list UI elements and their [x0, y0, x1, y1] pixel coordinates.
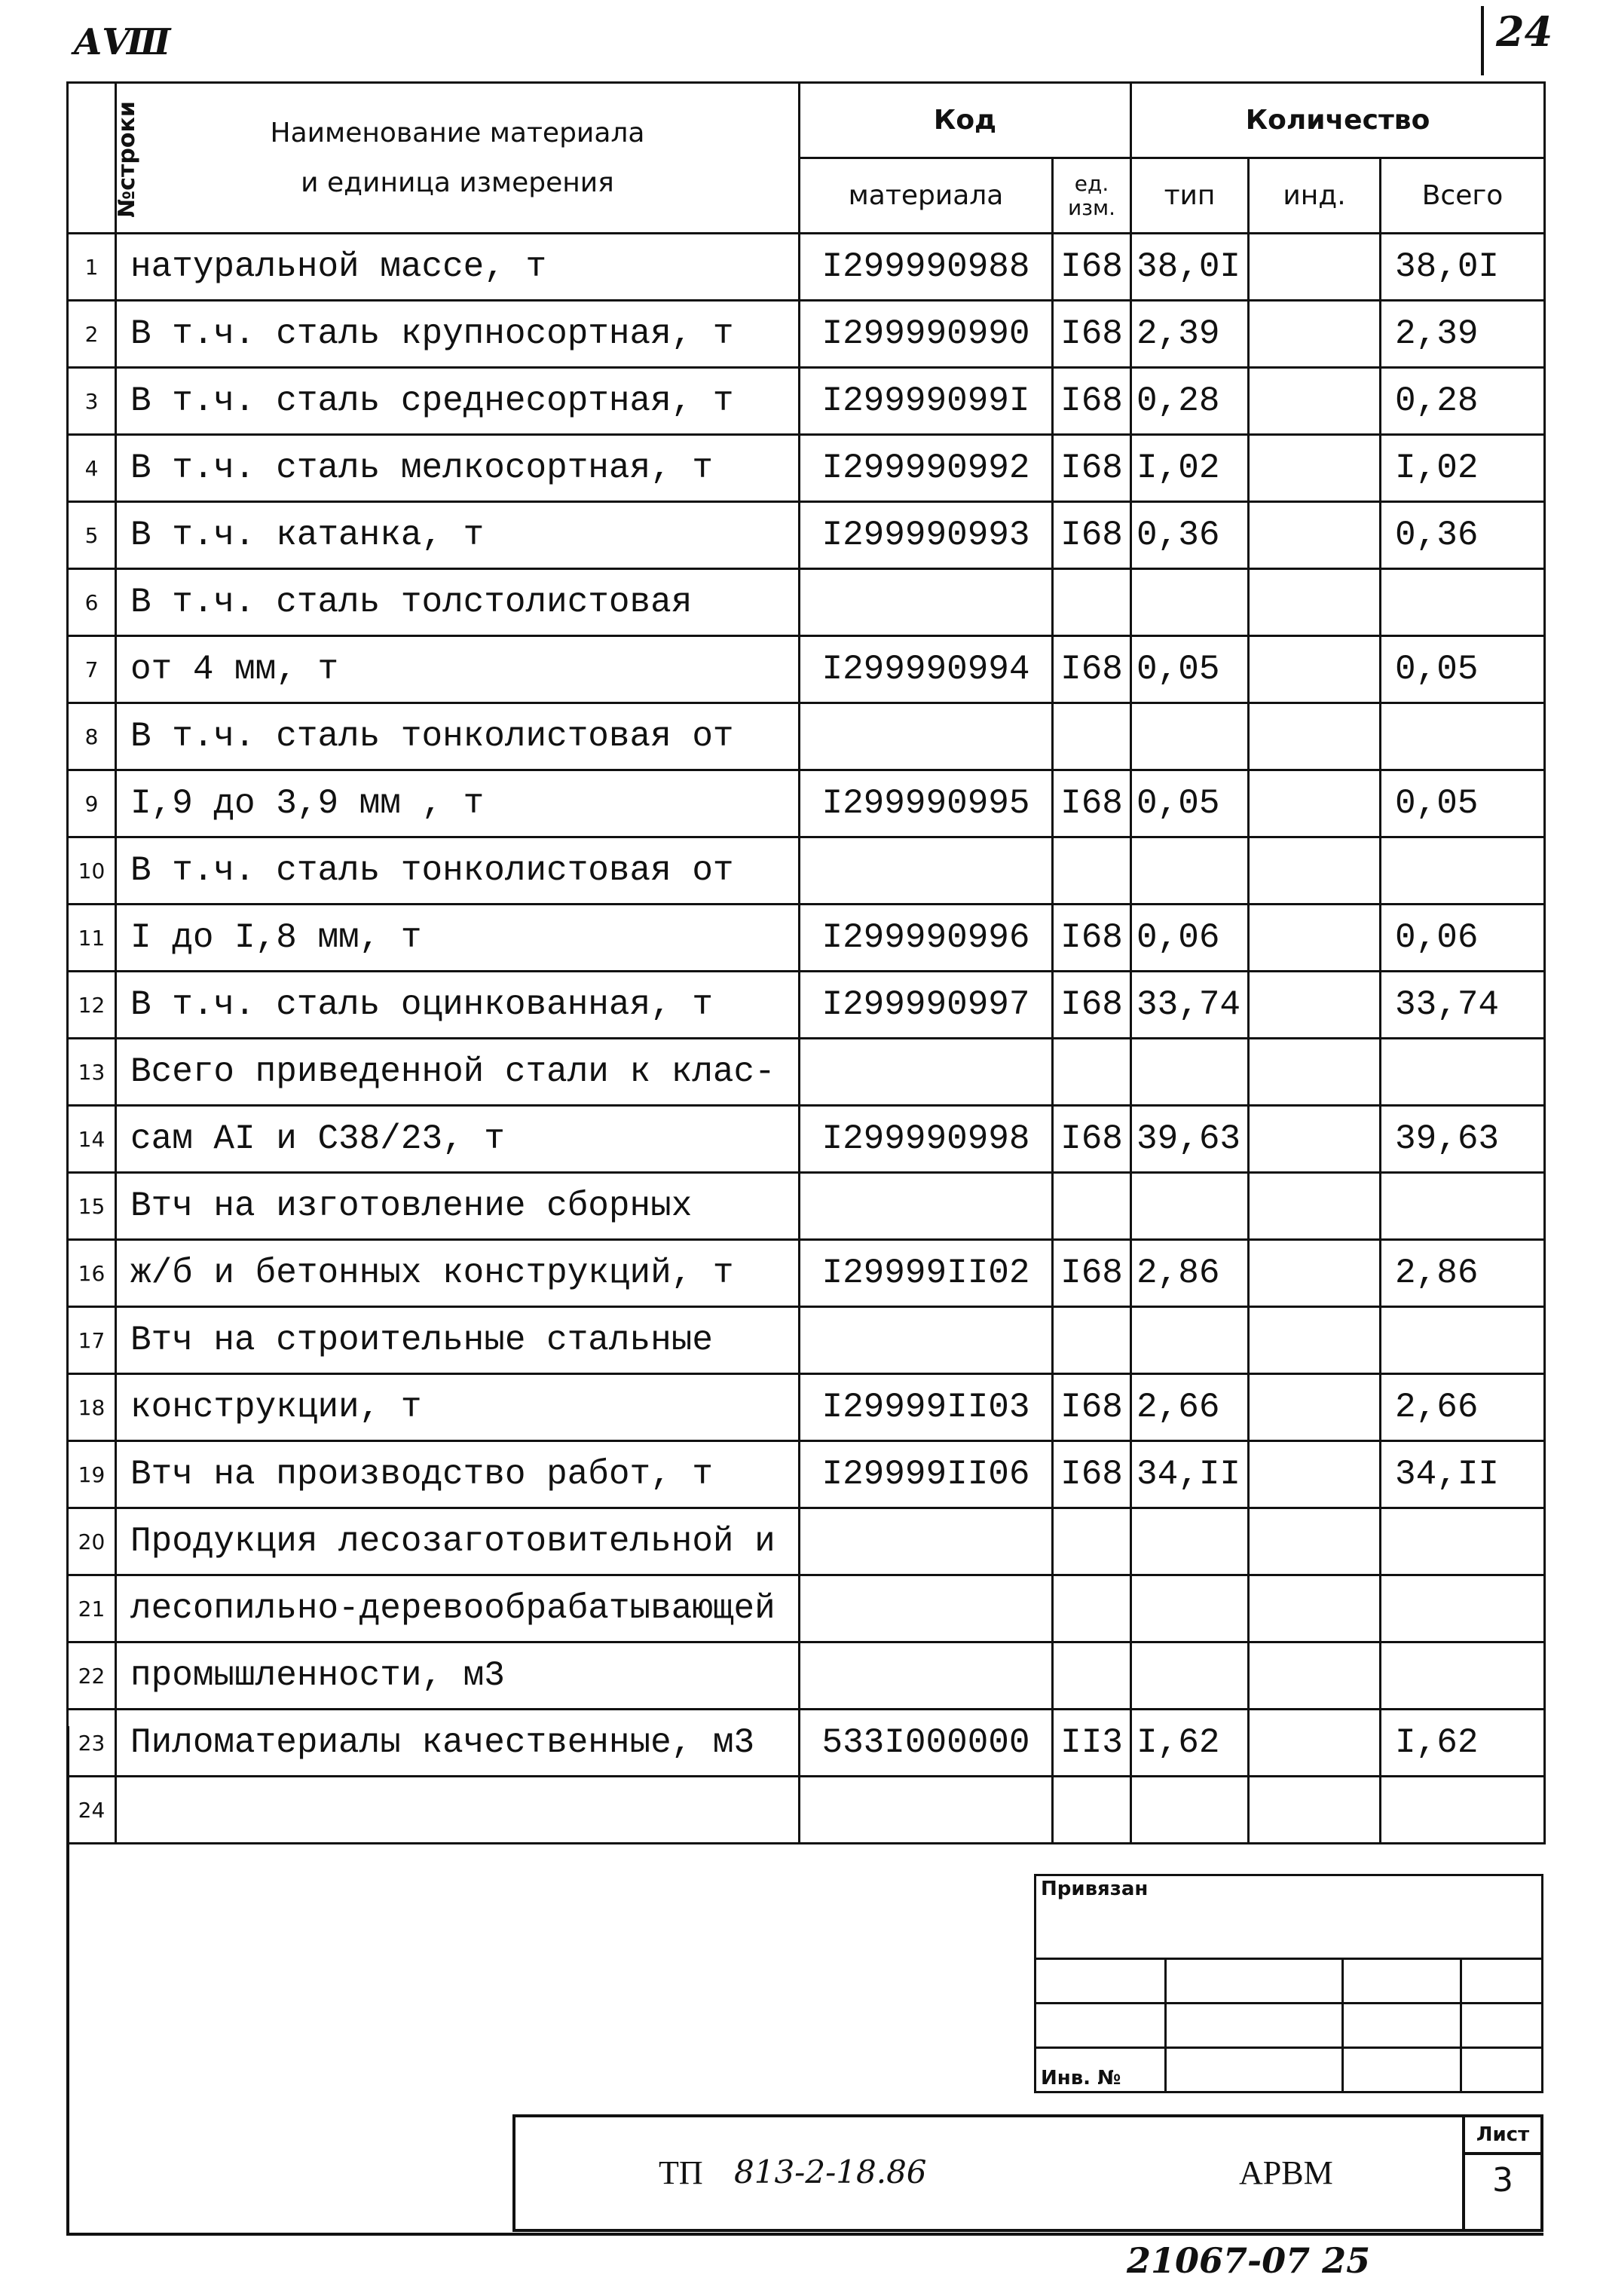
material-code: I299990998	[800, 1106, 1053, 1173]
quantity-individual	[1249, 368, 1381, 435]
material-name: лесопильно-деревообрабатывающей	[116, 1575, 800, 1642]
material-code: I299990995	[800, 770, 1053, 837]
material-name: В т.ч. сталь оцинкованная, т	[116, 972, 800, 1039]
quantity-type	[1131, 1508, 1249, 1575]
unit-code	[1053, 1173, 1131, 1240]
material-name: В т.ч. сталь тонколистовая от	[116, 837, 800, 905]
sheet-number: 3	[1492, 2161, 1513, 2200]
quantity-individual	[1249, 972, 1381, 1039]
table-row	[68, 234, 1545, 301]
unit-code	[1053, 569, 1131, 636]
unit-code	[1053, 1642, 1131, 1710]
quantity-total: 0,05	[1381, 770, 1545, 837]
material-code	[800, 569, 1053, 636]
title-block	[512, 2114, 1543, 2232]
table-row	[68, 1374, 1545, 1441]
unit-code: I68	[1053, 1106, 1131, 1173]
unit-code	[1053, 1307, 1131, 1374]
material-name: промышленности, м3	[116, 1642, 800, 1710]
material-name: Втч на изготовление сборных	[116, 1173, 800, 1240]
material-code: I29999099I	[800, 368, 1053, 435]
title-project-number: 813-2-18.86	[734, 2154, 927, 2190]
material-code: I299990992	[800, 435, 1053, 502]
row-number: 15	[68, 1173, 116, 1240]
material-name: от 4 мм, т	[116, 636, 800, 703]
material-code: I299990993	[800, 502, 1053, 569]
quantity-individual	[1249, 1508, 1381, 1575]
quantity-type	[1131, 1777, 1249, 1844]
row-number: 18	[68, 1374, 116, 1441]
table-row	[68, 837, 1545, 905]
quantity-individual	[1249, 770, 1381, 837]
table-row	[68, 1307, 1545, 1374]
page-number-handwritten: 24	[1496, 8, 1553, 56]
quantity-individual	[1249, 435, 1381, 502]
row-number: 4	[68, 435, 116, 502]
row-number: 8	[68, 703, 116, 770]
table-row	[68, 1710, 1545, 1777]
col-code-group-header: Код	[800, 83, 1131, 158]
col-ind-qty-header: инд.	[1249, 158, 1381, 234]
row-number: 14	[68, 1106, 116, 1173]
unit-code: I68	[1053, 1374, 1131, 1441]
row-number: 20	[68, 1508, 116, 1575]
unit-code	[1053, 1777, 1131, 1844]
row-number: 11	[68, 905, 116, 972]
quantity-type: I,62	[1131, 1710, 1249, 1777]
material-code	[800, 1575, 1053, 1642]
quantity-type: 0,05	[1131, 770, 1249, 837]
material-name: ж/б и бетонных конструкций, т	[116, 1240, 800, 1307]
unit-code	[1053, 837, 1131, 905]
footer-document-number: 21067-07 25	[1127, 2240, 1371, 2281]
row-number: 21	[68, 1575, 116, 1642]
material-code: I299990988	[800, 234, 1053, 301]
unit-code	[1053, 703, 1131, 770]
row-number: 5	[68, 502, 116, 569]
quantity-type: 38,0I	[1131, 234, 1249, 301]
unit-code: I68	[1053, 1240, 1131, 1307]
quantity-individual	[1249, 837, 1381, 905]
unit-code: I68	[1053, 435, 1131, 502]
quantity-total: I,62	[1381, 1710, 1545, 1777]
material-code: I29999II06	[800, 1441, 1053, 1508]
table-row	[68, 1441, 1545, 1508]
material-code: I299990996	[800, 905, 1053, 972]
quantity-type: 2,86	[1131, 1240, 1249, 1307]
row-number: 9	[68, 770, 116, 837]
material-code: I29999II02	[800, 1240, 1053, 1307]
quantity-total: I,02	[1381, 435, 1545, 502]
quantity-individual	[1249, 1173, 1381, 1240]
quantity-individual	[1249, 905, 1381, 972]
material-name: натуральной массе, т	[116, 234, 800, 301]
material-code	[800, 837, 1053, 905]
quantity-type: 2,39	[1131, 301, 1249, 368]
table-row	[68, 1777, 1545, 1844]
material-name: В т.ч. сталь тонколистовая от	[116, 703, 800, 770]
table-row	[68, 1106, 1545, 1173]
quantity-type: 33,74	[1131, 972, 1249, 1039]
unit-code	[1053, 1508, 1131, 1575]
table-row	[68, 1240, 1545, 1307]
frame-bottom-border	[66, 2233, 1543, 2236]
material-code	[800, 1173, 1053, 1240]
quantity-type: 34,II	[1131, 1441, 1249, 1508]
quantity-type: 39,63	[1131, 1106, 1249, 1173]
table-row	[68, 502, 1545, 569]
table-row	[68, 1039, 1545, 1106]
material-name: В т.ч. сталь мелкосортная, т	[116, 435, 800, 502]
quantity-total	[1381, 1777, 1545, 1844]
quantity-individual	[1249, 1039, 1381, 1106]
quantity-individual	[1249, 703, 1381, 770]
unit-code: I68	[1053, 301, 1131, 368]
col-quantity-group-header: Количество	[1131, 83, 1545, 158]
row-number: 23	[68, 1710, 116, 1777]
quantity-total: 2,66	[1381, 1374, 1545, 1441]
row-number: 19	[68, 1441, 116, 1508]
quantity-total: 0,06	[1381, 905, 1545, 972]
table-row	[68, 905, 1545, 972]
table-row	[68, 1575, 1545, 1642]
quantity-total: 2,39	[1381, 301, 1545, 368]
quantity-total: 39,63	[1381, 1106, 1545, 1173]
material-code	[800, 1508, 1053, 1575]
album-mark: AⅧ	[74, 21, 171, 63]
materials-table	[66, 81, 1546, 1844]
material-name: конструкции, т	[116, 1374, 800, 1441]
row-number: 12	[68, 972, 116, 1039]
table-row	[68, 1173, 1545, 1240]
row-number: 17	[68, 1307, 116, 1374]
quantity-total	[1381, 1173, 1545, 1240]
quantity-individual	[1249, 569, 1381, 636]
table-row	[68, 368, 1545, 435]
unit-code: I68	[1053, 972, 1131, 1039]
quantity-total	[1381, 1575, 1545, 1642]
quantity-individual	[1249, 636, 1381, 703]
material-code: 533I000000	[800, 1710, 1053, 1777]
quantity-individual	[1249, 301, 1381, 368]
row-number: 3	[68, 368, 116, 435]
material-code: I299990994	[800, 636, 1053, 703]
quantity-individual	[1249, 1240, 1381, 1307]
frame-left-border	[66, 1726, 69, 2236]
quantity-total: 34,II	[1381, 1441, 1545, 1508]
row-number: 1	[68, 234, 116, 301]
linked-label: Привязан	[1036, 1875, 1543, 1959]
inventory-label: Инв. №	[1036, 2048, 1166, 2092]
quantity-total: 33,74	[1381, 972, 1545, 1039]
material-code: I299990997	[800, 972, 1053, 1039]
col-name-header: Наименование материала и единица измерения	[116, 83, 800, 234]
row-number: 10	[68, 837, 116, 905]
quantity-type	[1131, 1039, 1249, 1106]
row-number: 6	[68, 569, 116, 636]
unit-code: I68	[1053, 502, 1131, 569]
material-code: I299990990	[800, 301, 1053, 368]
table-row	[68, 569, 1545, 636]
quantity-total	[1381, 1642, 1545, 1710]
material-name: I до I,8 мм, т	[116, 905, 800, 972]
material-code	[800, 1642, 1053, 1710]
material-name: В т.ч. сталь среднесортная, т	[116, 368, 800, 435]
title-code-prefix: ТП	[659, 2154, 703, 2191]
material-code: I29999II03	[800, 1374, 1053, 1441]
unit-code: I68	[1053, 234, 1131, 301]
unit-code	[1053, 1575, 1131, 1642]
title-section: АРВМ	[1239, 2154, 1333, 2191]
quantity-total	[1381, 1307, 1545, 1374]
quantity-individual	[1249, 1710, 1381, 1777]
row-number: 13	[68, 1039, 116, 1106]
row-number: 2	[68, 301, 116, 368]
table-row	[68, 1508, 1545, 1575]
material-name: Втч на производство работ, т	[116, 1441, 800, 1508]
quantity-individual	[1249, 1777, 1381, 1844]
quantity-total	[1381, 1508, 1545, 1575]
quantity-type	[1131, 1173, 1249, 1240]
unit-code: I68	[1053, 905, 1131, 972]
quantity-individual	[1249, 1575, 1381, 1642]
quantity-individual	[1249, 1307, 1381, 1374]
unit-code: I68	[1053, 368, 1131, 435]
material-name: Всего приведенной стали к клас-	[116, 1039, 800, 1106]
col-material-code-header: материала	[800, 158, 1053, 234]
quantity-total: 0,28	[1381, 368, 1545, 435]
material-code	[800, 1777, 1053, 1844]
quantity-individual	[1249, 1106, 1381, 1173]
material-name: Втч на строительные стальные	[116, 1307, 800, 1374]
quantity-individual	[1249, 1441, 1381, 1508]
linked-stamp	[1034, 1874, 1543, 2093]
table-row	[68, 1642, 1545, 1710]
row-number: 7	[68, 636, 116, 703]
material-name	[116, 1777, 800, 1844]
col-total-qty-header: Всего	[1381, 158, 1545, 234]
col-unit-code-header: ед. изм.	[1053, 158, 1131, 234]
quantity-total	[1381, 569, 1545, 636]
quantity-type: 2,66	[1131, 1374, 1249, 1441]
material-name: В т.ч. сталь толстолистовая	[116, 569, 800, 636]
unit-code: I68	[1053, 1441, 1131, 1508]
material-name: I,9 до 3,9 мм , т	[116, 770, 800, 837]
quantity-total: 38,0I	[1381, 234, 1545, 301]
row-number: 16	[68, 1240, 116, 1307]
quantity-type: 0,06	[1131, 905, 1249, 972]
sheet-label: Лист	[1465, 2117, 1540, 2155]
unit-code: I68	[1053, 770, 1131, 837]
quantity-type	[1131, 1642, 1249, 1710]
quantity-type: 0,28	[1131, 368, 1249, 435]
material-name: В т.ч. сталь крупносортная, т	[116, 301, 800, 368]
material-code	[800, 1307, 1053, 1374]
material-name: сам AI и С38/23, т	[116, 1106, 800, 1173]
row-number: 22	[68, 1642, 116, 1710]
unit-code: I68	[1053, 636, 1131, 703]
unit-code: II3	[1053, 1710, 1131, 1777]
table-row	[68, 301, 1545, 368]
quantity-type: 0,36	[1131, 502, 1249, 569]
corner-rule	[1481, 6, 1484, 75]
table-row	[68, 703, 1545, 770]
material-code	[800, 1039, 1053, 1106]
material-name: Продукция лесозаготовительной и	[116, 1508, 800, 1575]
quantity-type: 0,05	[1131, 636, 1249, 703]
quantity-total: 2,86	[1381, 1240, 1545, 1307]
quantity-type	[1131, 837, 1249, 905]
col-type-qty-header: тип	[1131, 158, 1249, 234]
row-number: 24	[68, 1777, 116, 1844]
quantity-type	[1131, 703, 1249, 770]
table-row	[68, 770, 1545, 837]
quantity-type: I,02	[1131, 435, 1249, 502]
material-code	[800, 703, 1053, 770]
quantity-total	[1381, 703, 1545, 770]
unit-code	[1053, 1039, 1131, 1106]
quantity-type	[1131, 1575, 1249, 1642]
quantity-type	[1131, 569, 1249, 636]
col-row-number-header: №строки	[68, 83, 116, 234]
quantity-type	[1131, 1307, 1249, 1374]
quantity-total	[1381, 837, 1545, 905]
material-name: Пиломатериалы качественные, м3	[116, 1710, 800, 1777]
material-name: В т.ч. катанка, т	[116, 502, 800, 569]
table-row	[68, 435, 1545, 502]
table-row	[68, 636, 1545, 703]
quantity-individual	[1249, 1374, 1381, 1441]
quantity-individual	[1249, 234, 1381, 301]
quantity-total	[1381, 1039, 1545, 1106]
quantity-total: 0,36	[1381, 502, 1545, 569]
table-row	[68, 972, 1545, 1039]
quantity-individual	[1249, 502, 1381, 569]
quantity-total: 0,05	[1381, 636, 1545, 703]
quantity-individual	[1249, 1642, 1381, 1710]
sheet-box	[1462, 2117, 1540, 2229]
